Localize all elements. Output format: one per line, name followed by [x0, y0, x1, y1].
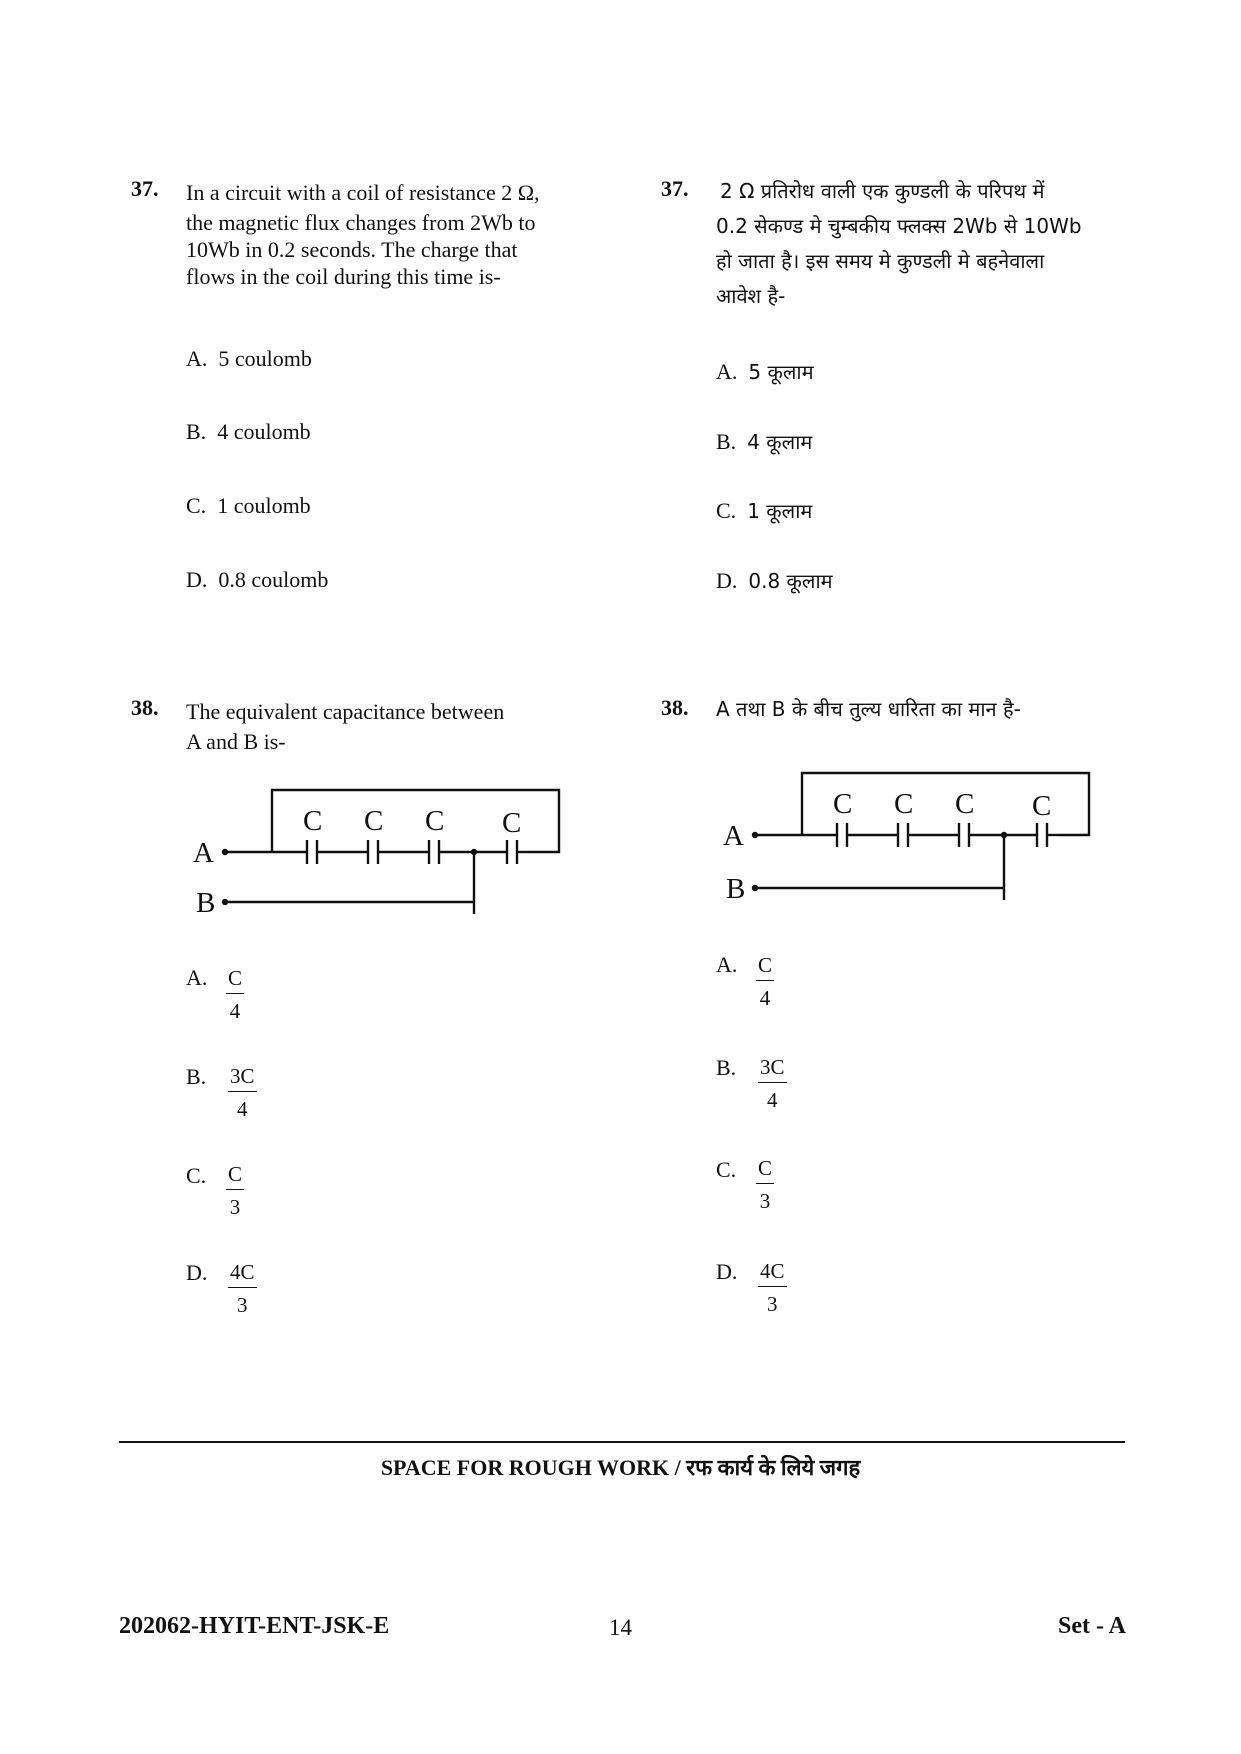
capacitor-circuit-diagram-hi	[715, 760, 1105, 900]
terminal-a-label: A	[193, 837, 214, 869]
q38-hi-option-c-fraction	[756, 1156, 774, 1213]
q37-hi-option-a[interactable]	[716, 358, 814, 385]
cap-label: C	[364, 805, 384, 837]
q38-hi-option-d-fraction	[758, 1259, 787, 1316]
set-label: Set - A	[1058, 1613, 1126, 1639]
fraction-numerator: C	[226, 1162, 244, 1190]
q37-hi-line: 0.2 सेकण्ड मे चुम्बकीय फ्लक्स 2Wb से 10Wb	[716, 214, 1082, 238]
q37-en-question	[186, 178, 540, 292]
q38-hi-number: 38.	[661, 695, 689, 720]
q38-en-line: A and B is-	[186, 729, 286, 754]
q37-en-line: 10Wb in 0.2 seconds. The charge that	[186, 237, 518, 262]
q37-en-line: the magnetic flux changes from 2Wb to	[186, 210, 536, 235]
cap-label: C	[303, 805, 323, 837]
fraction-numerator: 3C	[758, 1055, 787, 1083]
q38-en-question	[186, 697, 504, 757]
option-text: 0.8 कूलाम	[748, 569, 833, 593]
q37-en-option-b[interactable]	[186, 419, 311, 445]
q38-hi-option-d-letter[interactable]: D.	[716, 1259, 738, 1284]
q37-hi-line: 2 Ω प्रतिरोध वाली एक कुण्डली के परिपथ में	[720, 179, 1045, 203]
option-text: 0.8 coulomb	[218, 567, 329, 592]
q38-hi-question	[716, 692, 1021, 727]
q38-en-option-a-fraction	[226, 966, 244, 1023]
option-text: 4 कूलाम	[747, 430, 813, 454]
option-letter: B.	[716, 429, 737, 454]
q37-hi-option-c[interactable]	[716, 497, 812, 524]
option-text: 5 coulomb	[218, 346, 312, 371]
q38-en-option-a-letter[interactable]: A.	[186, 965, 208, 990]
option-letter: A.	[186, 346, 208, 371]
paper-code: 202062-HYIT-ENT-JSK-E	[119, 1613, 390, 1639]
q37-en-option-c[interactable]	[186, 493, 311, 519]
fraction-numerator: C	[756, 1156, 774, 1184]
option-letter: C.	[186, 493, 207, 518]
q38-en-line: The equivalent capacitance between	[186, 699, 505, 724]
option-text: 4 coulomb	[217, 419, 311, 444]
option-letter: B.	[186, 419, 207, 444]
q37-en-option-a[interactable]	[186, 346, 312, 372]
q37-hi-line: हो जाता है। इस समय मे कुण्डली मे बहनेवाला	[716, 249, 1045, 273]
cap-label: C	[955, 788, 975, 820]
q38-en-option-d-letter[interactable]: D.	[186, 1260, 208, 1285]
q37-hi-line: आवेश है-	[716, 284, 786, 308]
fraction-numerator: C	[226, 966, 244, 994]
fraction-denominator: 4	[767, 1088, 778, 1112]
q38-hi-option-b-letter[interactable]: B.	[716, 1055, 737, 1080]
q38-en-option-c-fraction	[226, 1162, 244, 1219]
fraction-denominator: 4	[229, 999, 241, 1023]
terminal-a-label: A	[723, 820, 744, 852]
fraction-denominator: 4	[759, 986, 771, 1010]
q38-en-option-b-fraction	[228, 1064, 257, 1121]
rough-work-label: SPACE FOR ROUGH WORK / रफ कार्य के लिये जगह	[380, 1455, 861, 1480]
q38-en-option-d-fraction	[228, 1260, 257, 1317]
q37-en-line: flows in the coil during this time is-	[186, 264, 501, 289]
fraction-numerator: 3C	[228, 1064, 257, 1092]
q38-en-option-b-letter[interactable]: B.	[186, 1064, 207, 1089]
fraction-denominator: 4	[237, 1097, 248, 1121]
q37-hi-option-b[interactable]	[716, 428, 812, 455]
option-letter: D.	[716, 568, 738, 593]
q38-hi-option-c-letter[interactable]: C.	[716, 1157, 737, 1182]
q38-en-option-c-letter[interactable]: C.	[186, 1163, 207, 1188]
cap-label: C	[425, 805, 445, 837]
option-text: 1 coulomb	[217, 493, 311, 518]
option-text: 5 कूलाम	[748, 360, 814, 384]
fraction-denominator: 3	[229, 1195, 241, 1219]
cap-label: C	[833, 788, 853, 820]
capacitor-circuit-diagram-en	[185, 780, 575, 920]
cap-label: C	[502, 807, 522, 839]
fraction-denominator: 3	[767, 1292, 778, 1316]
cap-label: C	[894, 788, 914, 820]
fraction-denominator: 3	[237, 1293, 248, 1317]
option-letter: A.	[716, 359, 738, 384]
q38-en-number: 38.	[131, 695, 159, 720]
fraction-denominator: 3	[759, 1189, 771, 1213]
terminal-b-label: B	[726, 873, 746, 900]
q37-en-line: In a circuit with a coil of resistance 2 Ω,	[186, 180, 540, 205]
page-number: 14	[609, 1615, 632, 1640]
option-letter: C.	[716, 498, 737, 523]
rough-work-divider	[119, 1441, 1125, 1443]
q38-hi-option-b-fraction	[758, 1055, 787, 1112]
option-text: 1 कूलाम	[747, 499, 813, 523]
option-letter: D.	[186, 567, 208, 592]
fraction-numerator: 4C	[228, 1260, 257, 1288]
q37-hi-option-d[interactable]	[716, 567, 833, 594]
q38-hi-option-a-letter[interactable]: A.	[716, 952, 738, 977]
q38-hi-option-a-fraction	[756, 953, 774, 1010]
q37-hi-question	[716, 174, 1082, 314]
q37-hi-number: 37.	[661, 176, 689, 201]
fraction-numerator: C	[756, 953, 774, 981]
q38-hi-line: A तथा B के बीच तुल्य धारिता का मान है-	[716, 697, 1021, 721]
q37-en-option-d[interactable]	[186, 567, 328, 593]
q37-en-number: 37.	[131, 176, 159, 201]
terminal-b-label: B	[196, 887, 216, 919]
cap-label: C	[1032, 790, 1052, 822]
fraction-numerator: 4C	[758, 1259, 787, 1287]
